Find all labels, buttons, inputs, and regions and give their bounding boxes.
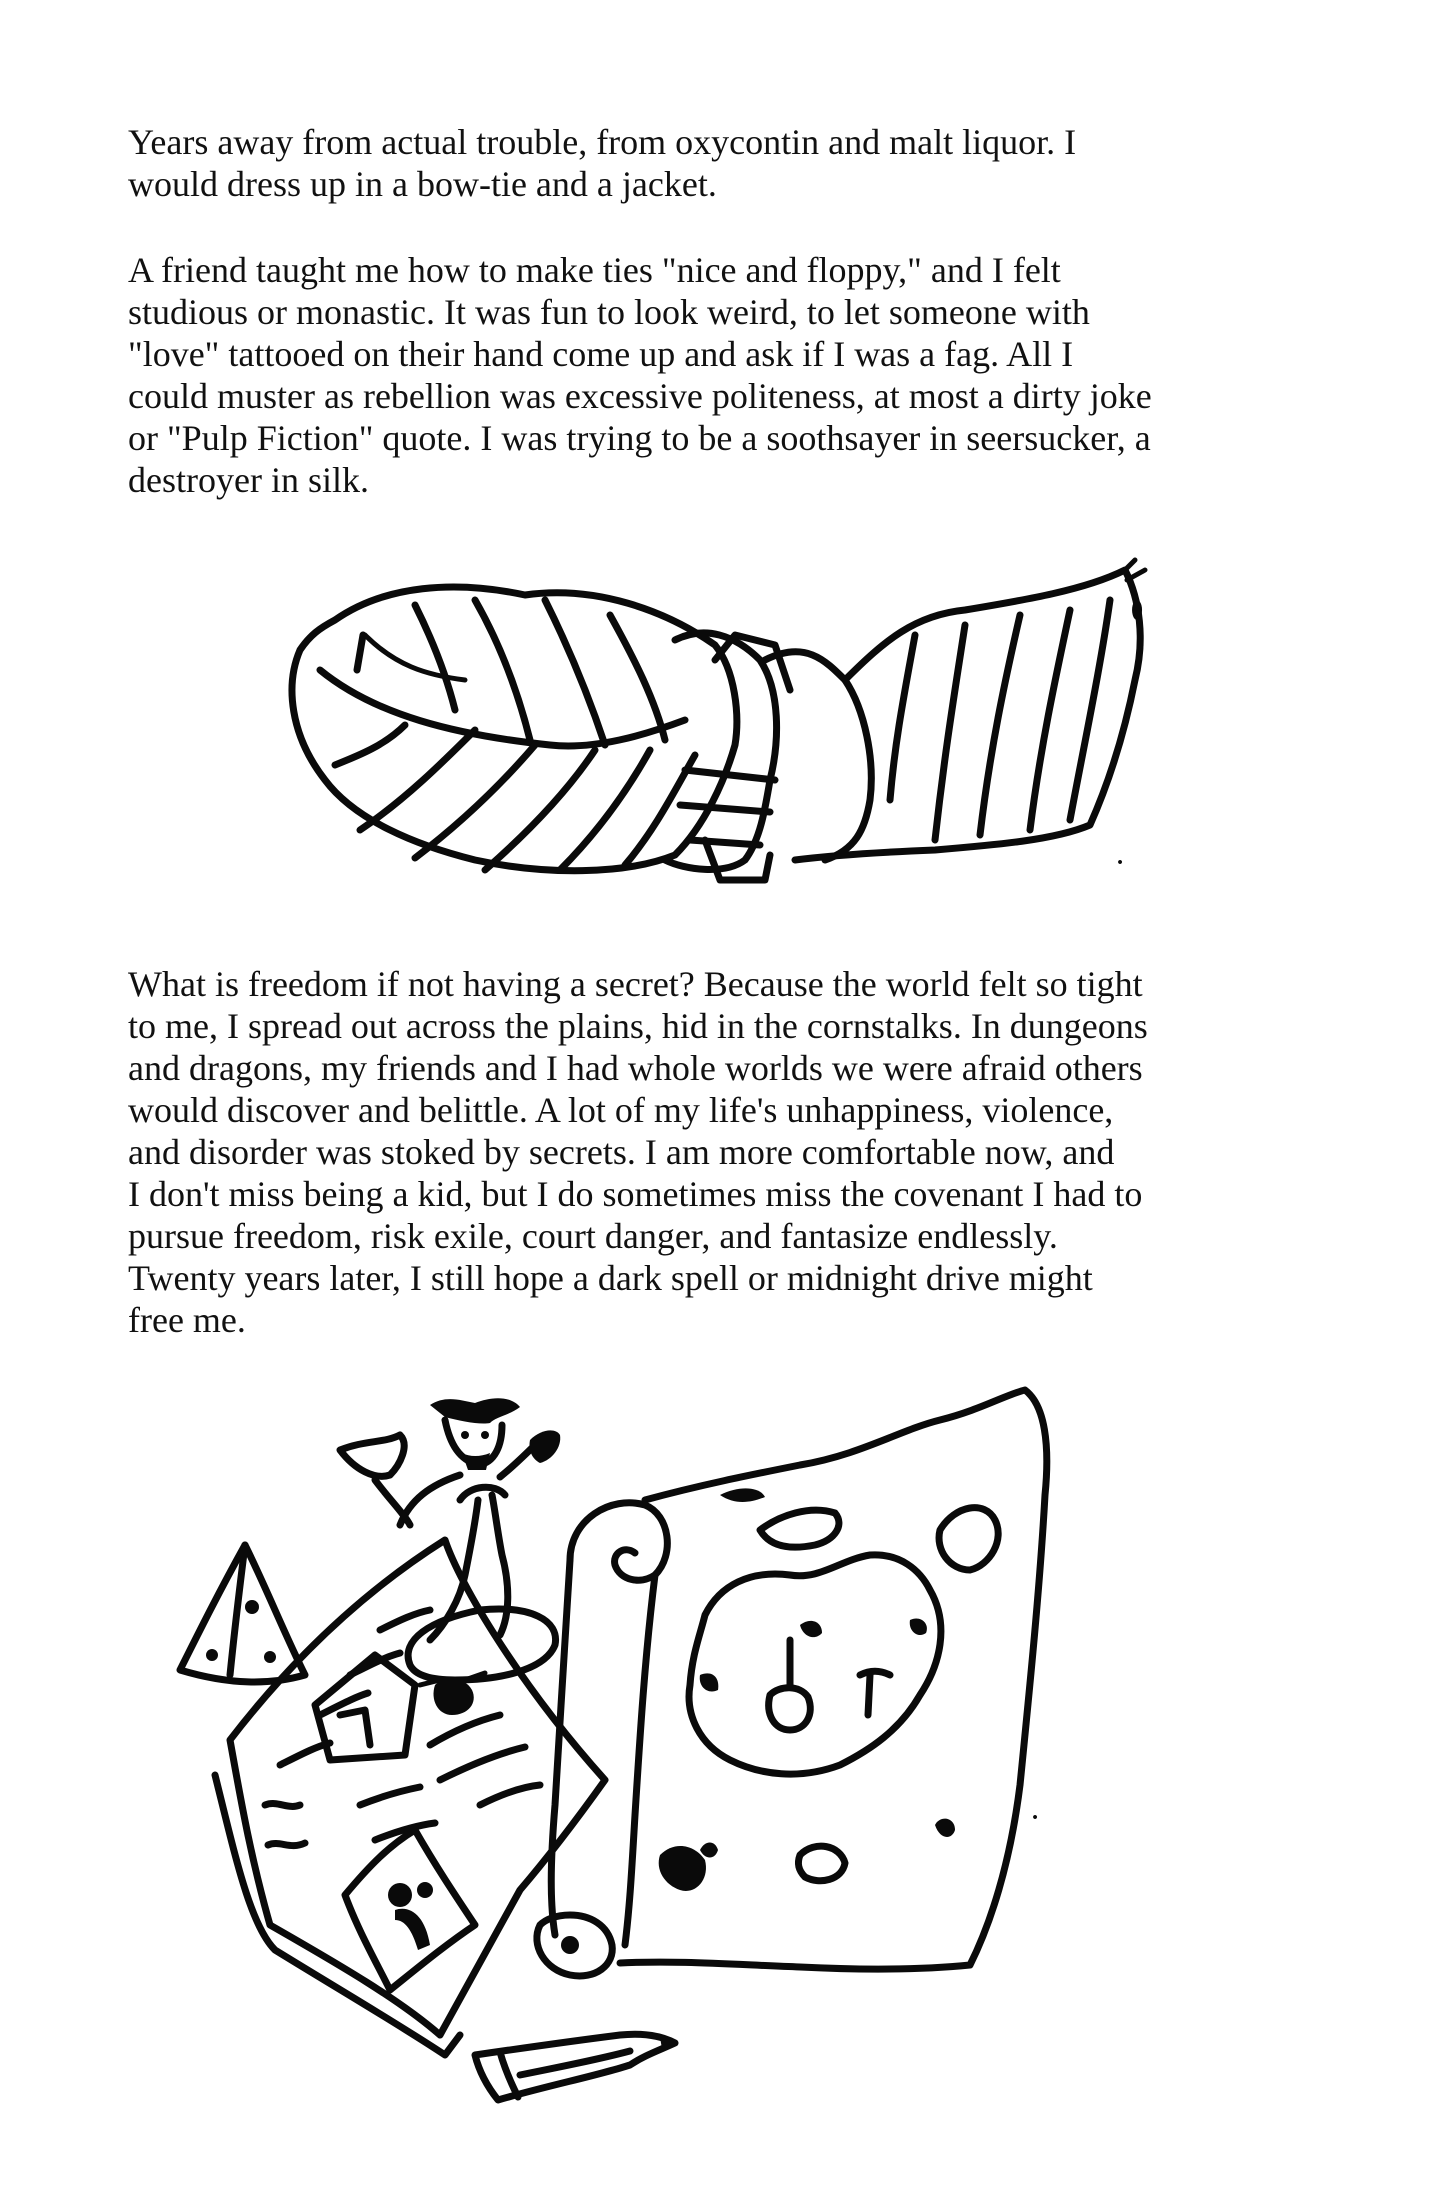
bow-tie-drawing-icon [265,540,1175,890]
map-scroll-icon [537,1390,1047,1976]
miniature-figure-icon [340,1398,560,1680]
paragraph-dress-up: Years away from actual trouble, from oxycontin and malt liquor. I would dress up in a bow-tie and a jacket. [128,122,1077,204]
paragraph-freedom-secret: What is freedom if not having a secret? Because the world felt so tight to me, I spread out across the plains, hid in the cornstalks. In dungeons and dragons, my friends and I had whole worlds we were afraid others would discover and belittle. A lot of my life's unhappiness, violence, and disorder was stoked by secrets. I am more comfortable now, and I don't miss being a kid, but I do sometimes miss the covenant I had to pursue freedom, risk exile, court danger, and fantasize endlessly. Twenty years later, I still hope a dark spell or midnight drive might free me. [128,964,1148,1340]
d4-die-icon [180,1545,305,1682]
paragraph-floppy-ties: A friend taught me how to make ties "nice and floppy," and I felt studious or monastic. It was fun to look weird, to let someone with "love" tattooed on their hand come up and ask if I was a fag. All I could muster as rebellion was excessive politeness, at most a dirty joke or "Pulp Fiction" quote. I was trying to be a soothsayer in seersucker, a destroyer in silk. [128,250,1152,500]
pencil-icon [475,2034,678,2100]
tabletop-game-drawing-icon [100,1385,1350,2145]
